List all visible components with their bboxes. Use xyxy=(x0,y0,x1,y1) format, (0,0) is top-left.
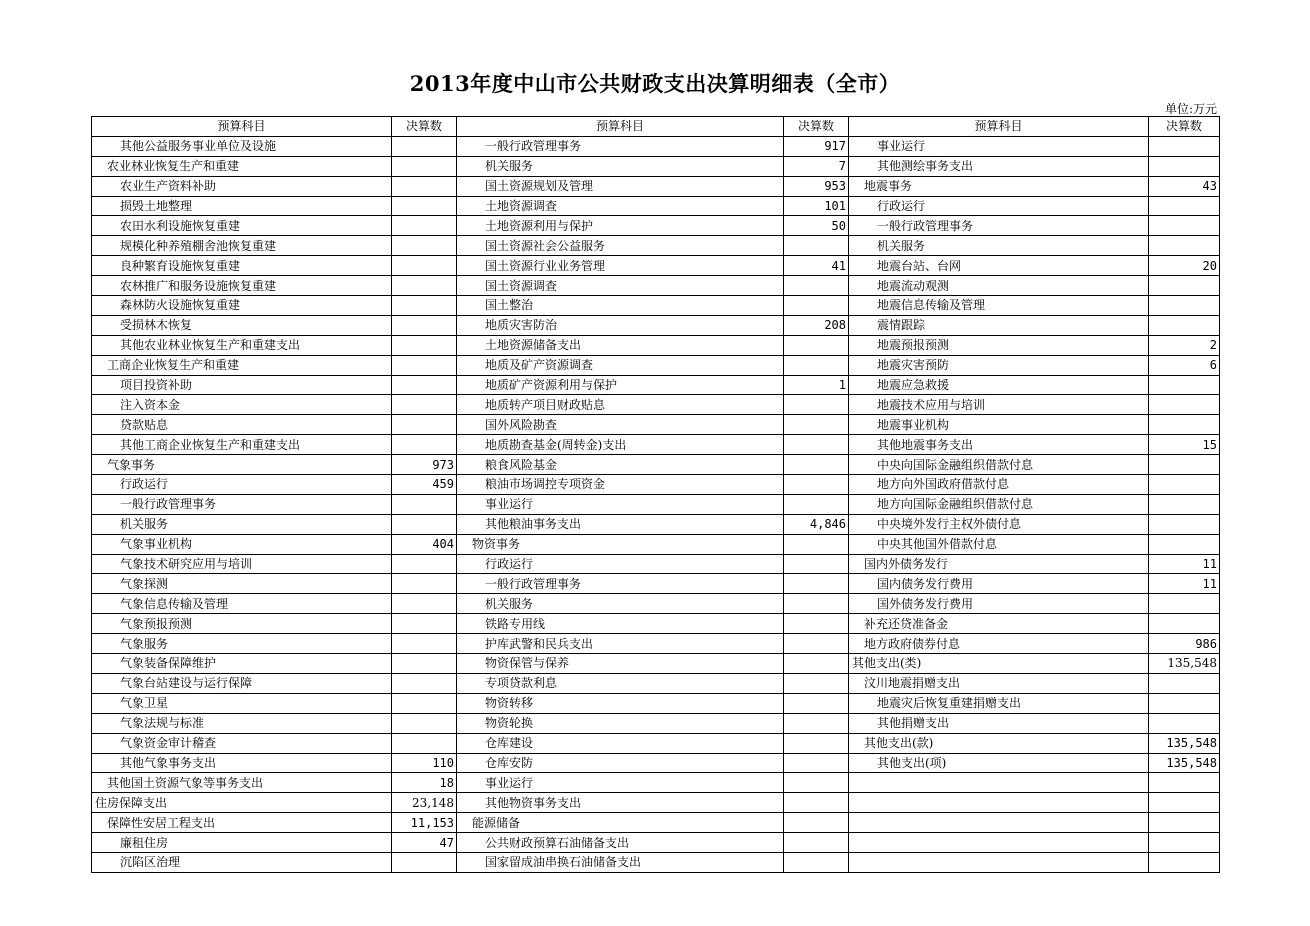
subject-cell: 中央境外发行主权外债付息 xyxy=(849,514,1149,534)
amount-cell: 986 xyxy=(1149,634,1220,654)
amount-cell xyxy=(784,276,849,296)
subject-cell: 一般行政管理事务 xyxy=(457,574,784,594)
table-row xyxy=(92,355,1220,375)
table-row xyxy=(92,435,1220,455)
amount-cell xyxy=(1149,136,1220,156)
amount-cell: 2 xyxy=(1149,335,1220,355)
subject-cell: 农田水利设施恢复重建 xyxy=(92,216,392,236)
amount-cell xyxy=(392,634,457,654)
amount-cell: 1 xyxy=(784,375,849,395)
amount-cell xyxy=(1149,614,1220,634)
header-amount: 决算数 xyxy=(1149,117,1220,137)
amount-cell xyxy=(392,335,457,355)
amount-cell xyxy=(392,554,457,574)
table-row xyxy=(92,296,1220,316)
amount-cell xyxy=(392,315,457,335)
subject-cell: 其他测绘事务支出 xyxy=(849,156,1149,176)
amount-cell: 4,846 xyxy=(784,514,849,534)
subject-cell: 中央向国际金融组织借款付息 xyxy=(849,455,1149,475)
amount-cell xyxy=(784,296,849,316)
subject-cell: 护库武警和民兵支出 xyxy=(457,634,784,654)
table-row xyxy=(92,514,1220,534)
subject-cell: 国外债务发行费用 xyxy=(849,594,1149,614)
table-row xyxy=(92,276,1220,296)
amount-cell: 47 xyxy=(392,833,457,853)
subject-cell: 地质勘查基金(周转金)支出 xyxy=(457,435,784,455)
subject-cell: 住房保障支出 xyxy=(92,793,392,813)
subject-cell: 气象服务 xyxy=(92,634,392,654)
subject-cell: 地震台站、台网 xyxy=(849,256,1149,276)
amount-cell xyxy=(392,494,457,514)
table-row xyxy=(92,216,1220,236)
subject-cell: 国土资源调查 xyxy=(457,276,784,296)
subject-cell: 汶川地震捐赠支出 xyxy=(849,673,1149,693)
table-row xyxy=(92,534,1220,554)
amount-cell: 110 xyxy=(392,753,457,773)
subject-cell: 注入资本金 xyxy=(92,395,392,415)
amount-cell xyxy=(392,852,457,872)
amount-cell: 135,548 xyxy=(1149,733,1220,753)
amount-cell xyxy=(1149,455,1220,475)
header-subject: 预算科目 xyxy=(849,117,1149,137)
amount-cell xyxy=(1149,276,1220,296)
amount-cell xyxy=(392,594,457,614)
table-body xyxy=(92,136,1220,872)
amount-cell xyxy=(1149,315,1220,335)
amount-cell xyxy=(1149,494,1220,514)
amount-cell xyxy=(392,196,457,216)
table-row xyxy=(92,136,1220,156)
table-row xyxy=(92,156,1220,176)
amount-cell xyxy=(1149,395,1220,415)
amount-cell xyxy=(1149,375,1220,395)
subject-cell: 行政运行 xyxy=(92,475,392,495)
subject-cell: 其他气象事务支出 xyxy=(92,753,392,773)
amount-cell xyxy=(1149,673,1220,693)
amount-cell xyxy=(392,216,457,236)
amount-cell xyxy=(1149,693,1220,713)
subject-cell: 其他支出(款) xyxy=(849,733,1149,753)
amount-cell xyxy=(784,793,849,813)
subject-cell: 事业运行 xyxy=(457,773,784,793)
amount-cell xyxy=(784,574,849,594)
subject-cell: 其他公益服务事业单位及设施 xyxy=(92,136,392,156)
table-row xyxy=(92,614,1220,634)
subject-cell xyxy=(849,833,1149,853)
subject-cell: 农业生产资料补助 xyxy=(92,176,392,196)
subject-cell: 损毁土地整理 xyxy=(92,196,392,216)
amount-cell: 135,548 xyxy=(1149,654,1220,674)
subject-cell: 气象卫星 xyxy=(92,693,392,713)
subject-cell: 气象信息传输及管理 xyxy=(92,594,392,614)
subject-cell: 气象台站建设与运行保障 xyxy=(92,673,392,693)
subject-cell: 行政运行 xyxy=(849,196,1149,216)
header-subject: 预算科目 xyxy=(457,117,784,137)
subject-cell: 机关服务 xyxy=(92,514,392,534)
amount-cell: 953 xyxy=(784,176,849,196)
subject-cell: 物资保管与保养 xyxy=(457,654,784,674)
subject-cell: 行政运行 xyxy=(457,554,784,574)
amount-cell xyxy=(784,236,849,256)
subject-cell: 气象法规与标准 xyxy=(92,713,392,733)
subject-cell: 国外风险勘查 xyxy=(457,415,784,435)
table-row xyxy=(92,753,1220,773)
amount-cell: 404 xyxy=(392,534,457,554)
amount-cell xyxy=(1149,852,1220,872)
amount-cell: 20 xyxy=(1149,256,1220,276)
amount-cell xyxy=(784,673,849,693)
table-row xyxy=(92,494,1220,514)
subject-cell: 农业林业恢复生产和重建 xyxy=(92,156,392,176)
amount-cell xyxy=(392,176,457,196)
table-row xyxy=(92,196,1220,216)
amount-cell xyxy=(1149,793,1220,813)
table-row xyxy=(92,793,1220,813)
subject-cell: 地方向国际金融组织借款付息 xyxy=(849,494,1149,514)
amount-cell xyxy=(1149,296,1220,316)
subject-cell: 其他地震事务支出 xyxy=(849,435,1149,455)
amount-cell xyxy=(784,594,849,614)
table-row xyxy=(92,634,1220,654)
table-row xyxy=(92,315,1220,335)
table-row xyxy=(92,395,1220,415)
table-header-row xyxy=(92,117,1220,137)
subject-cell: 地质矿产资源利用与保护 xyxy=(457,375,784,395)
amount-cell xyxy=(784,634,849,654)
subject-cell: 沉陷区治理 xyxy=(92,852,392,872)
amount-cell: 11 xyxy=(1149,554,1220,574)
amount-cell xyxy=(784,455,849,475)
amount-cell xyxy=(784,355,849,375)
subject-cell: 地质及矿产资源调查 xyxy=(457,355,784,375)
subject-cell: 一般行政管理事务 xyxy=(92,494,392,514)
amount-cell: 208 xyxy=(784,315,849,335)
amount-cell: 11,153 xyxy=(392,813,457,833)
amount-cell xyxy=(392,276,457,296)
amount-cell xyxy=(392,614,457,634)
amount-cell xyxy=(1149,475,1220,495)
amount-cell xyxy=(784,813,849,833)
amount-cell xyxy=(392,514,457,534)
amount-cell xyxy=(784,693,849,713)
subject-cell: 地震流动观测 xyxy=(849,276,1149,296)
amount-cell: 6 xyxy=(1149,355,1220,375)
subject-cell: 中央其他国外借款付息 xyxy=(849,534,1149,554)
amount-cell: 15 xyxy=(1149,435,1220,455)
subject-cell: 事业运行 xyxy=(457,494,784,514)
subject-cell: 地震灾后恢复重建捐赠支出 xyxy=(849,693,1149,713)
amount-cell xyxy=(392,415,457,435)
amount-cell xyxy=(392,355,457,375)
amount-cell xyxy=(1149,594,1220,614)
table-row xyxy=(92,256,1220,276)
table-row xyxy=(92,693,1220,713)
subject-cell: 地震信息传输及管理 xyxy=(849,296,1149,316)
subject-cell: 贷款贴息 xyxy=(92,415,392,435)
subject-cell: 一般行政管理事务 xyxy=(457,136,784,156)
table-row xyxy=(92,594,1220,614)
subject-cell: 地方向外国政府借款付息 xyxy=(849,475,1149,495)
amount-cell xyxy=(784,852,849,872)
subject-cell: 地震事务 xyxy=(849,176,1149,196)
amount-cell: 11 xyxy=(1149,574,1220,594)
table-row xyxy=(92,773,1220,793)
subject-cell: 其他工商企业恢复生产和重建支出 xyxy=(92,435,392,455)
subject-cell: 地震事业机构 xyxy=(849,415,1149,435)
amount-cell xyxy=(1149,813,1220,833)
amount-cell xyxy=(1149,773,1220,793)
amount-cell xyxy=(784,475,849,495)
amount-cell xyxy=(784,654,849,674)
table-row xyxy=(92,833,1220,853)
table-row xyxy=(92,654,1220,674)
subject-cell: 气象资金审计稽查 xyxy=(92,733,392,753)
amount-cell xyxy=(784,614,849,634)
amount-cell xyxy=(392,733,457,753)
subject-cell: 补充还贷准备金 xyxy=(849,614,1149,634)
amount-cell xyxy=(392,256,457,276)
amount-cell xyxy=(1149,156,1220,176)
subject-cell: 地震灾害预防 xyxy=(849,355,1149,375)
budget-table xyxy=(91,116,1220,873)
amount-cell xyxy=(392,136,457,156)
subject-cell: 国土整治 xyxy=(457,296,784,316)
subject-cell: 仓库安防 xyxy=(457,753,784,773)
subject-cell: 其他支出(项) xyxy=(849,753,1149,773)
amount-cell xyxy=(1149,196,1220,216)
subject-cell: 气象事务 xyxy=(92,455,392,475)
subject-cell: 国土资源规划及管理 xyxy=(457,176,784,196)
amount-cell: 459 xyxy=(392,475,457,495)
subject-cell: 气象装备保障维护 xyxy=(92,654,392,674)
subject-cell: 地震技术应用与培训 xyxy=(849,395,1149,415)
subject-cell: 廉租住房 xyxy=(92,833,392,853)
subject-cell: 粮油市场调控专项资金 xyxy=(457,475,784,495)
subject-cell: 其他支出(类) xyxy=(849,654,1149,674)
amount-cell xyxy=(392,156,457,176)
subject-cell: 机关服务 xyxy=(457,156,784,176)
amount-cell: 135,548 xyxy=(1149,753,1220,773)
subject-cell: 铁路专用线 xyxy=(457,614,784,634)
amount-cell xyxy=(784,753,849,773)
table-row xyxy=(92,335,1220,355)
subject-cell: 气象事业机构 xyxy=(92,534,392,554)
amount-cell xyxy=(1149,514,1220,534)
amount-cell xyxy=(392,296,457,316)
amount-cell xyxy=(784,833,849,853)
amount-cell xyxy=(784,534,849,554)
subject-cell: 国土资源社会公益服务 xyxy=(457,236,784,256)
amount-cell: 18 xyxy=(392,773,457,793)
amount-cell xyxy=(784,554,849,574)
subject-cell: 地质灾害防治 xyxy=(457,315,784,335)
subject-cell: 保障性安居工程支出 xyxy=(92,813,392,833)
subject-cell: 地质转产项目财政贴息 xyxy=(457,395,784,415)
subject-cell: 良种繁育设施恢复重建 xyxy=(92,256,392,276)
amount-cell xyxy=(1149,216,1220,236)
subject-cell: 国内债务发行费用 xyxy=(849,574,1149,594)
table-row xyxy=(92,475,1220,495)
table-row xyxy=(92,236,1220,256)
subject-cell xyxy=(849,813,1149,833)
amount-cell xyxy=(392,673,457,693)
subject-cell: 气象技术研究应用与培训 xyxy=(92,554,392,574)
amount-cell: 41 xyxy=(784,256,849,276)
amount-cell xyxy=(392,395,457,415)
subject-cell: 国内外债务发行 xyxy=(849,554,1149,574)
amount-cell xyxy=(784,494,849,514)
table-row xyxy=(92,813,1220,833)
amount-cell xyxy=(392,654,457,674)
subject-cell: 土地资源调查 xyxy=(457,196,784,216)
subject-cell: 专项贷款利息 xyxy=(457,673,784,693)
subject-cell: 工商企业恢复生产和重建 xyxy=(92,355,392,375)
table-row xyxy=(92,176,1220,196)
unit-label: 单位:万元 xyxy=(1164,102,1217,116)
subject-cell: 国家留成油串换石油储备支出 xyxy=(457,852,784,872)
amount-cell: 917 xyxy=(784,136,849,156)
subject-cell: 其他捐赠支出 xyxy=(849,713,1149,733)
subject-cell: 物资事务 xyxy=(457,534,784,554)
subject-cell: 仓库建设 xyxy=(457,733,784,753)
amount-cell xyxy=(784,435,849,455)
subject-cell: 事业运行 xyxy=(849,136,1149,156)
amount-cell: 43 xyxy=(1149,176,1220,196)
amount-cell xyxy=(784,395,849,415)
table-row xyxy=(92,733,1220,753)
subject-cell: 地方政府债券付息 xyxy=(849,634,1149,654)
subject-cell: 土地资源储备支出 xyxy=(457,335,784,355)
table-row xyxy=(92,574,1220,594)
subject-cell: 机关服务 xyxy=(457,594,784,614)
subject-cell: 一般行政管理事务 xyxy=(849,216,1149,236)
subject-cell: 地震应急救援 xyxy=(849,375,1149,395)
amount-cell xyxy=(392,375,457,395)
amount-cell xyxy=(392,693,457,713)
subject-cell xyxy=(849,852,1149,872)
amount-cell: 973 xyxy=(392,455,457,475)
subject-cell: 震情跟踪 xyxy=(849,315,1149,335)
table-row xyxy=(92,554,1220,574)
amount-cell xyxy=(784,733,849,753)
header-amount: 决算数 xyxy=(392,117,457,137)
subject-cell: 其他物资事务支出 xyxy=(457,793,784,813)
amount-cell xyxy=(392,713,457,733)
amount-cell: 23,148 xyxy=(392,793,457,813)
table-row xyxy=(92,455,1220,475)
subject-cell: 国土资源行业业务管理 xyxy=(457,256,784,276)
subject-cell: 项目投资补助 xyxy=(92,375,392,395)
subject-cell: 机关服务 xyxy=(849,236,1149,256)
table-row xyxy=(92,375,1220,395)
amount-cell xyxy=(784,713,849,733)
header-subject: 预算科目 xyxy=(92,117,392,137)
subject-cell: 气象探测 xyxy=(92,574,392,594)
subject-cell: 其他农业林业恢复生产和重建支出 xyxy=(92,335,392,355)
amount-cell xyxy=(1149,534,1220,554)
amount-cell xyxy=(784,335,849,355)
subject-cell: 能源储备 xyxy=(457,813,784,833)
subject-cell: 规模化种养殖棚舍池恢复重建 xyxy=(92,236,392,256)
subject-cell xyxy=(849,793,1149,813)
table-row xyxy=(92,713,1220,733)
amount-cell xyxy=(784,415,849,435)
subject-cell: 农林推广和服务设施恢复重建 xyxy=(92,276,392,296)
amount-cell xyxy=(392,435,457,455)
table-row xyxy=(92,852,1220,872)
amount-cell xyxy=(1149,833,1220,853)
subject-cell: 气象预报预测 xyxy=(92,614,392,634)
subject-cell: 受损林木恢复 xyxy=(92,315,392,335)
amount-cell xyxy=(392,574,457,594)
table-row xyxy=(92,673,1220,693)
subject-cell: 物资转移 xyxy=(457,693,784,713)
subject-cell: 森林防火设施恢复重建 xyxy=(92,296,392,316)
amount-cell: 7 xyxy=(784,156,849,176)
subject-cell: 物资轮换 xyxy=(457,713,784,733)
amount-cell: 50 xyxy=(784,216,849,236)
subject-cell: 粮食风险基金 xyxy=(457,455,784,475)
subject-cell: 地震预报预测 xyxy=(849,335,1149,355)
subject-cell: 公共财政预算石油储备支出 xyxy=(457,833,784,853)
subject-cell xyxy=(849,773,1149,793)
page-title: 2013年度中山市公共财政支出决算明细表（全市） xyxy=(409,71,901,96)
amount-cell xyxy=(392,236,457,256)
amount-cell xyxy=(1149,236,1220,256)
amount-cell xyxy=(1149,415,1220,435)
header-amount: 决算数 xyxy=(784,117,849,137)
amount-cell xyxy=(784,773,849,793)
table-row xyxy=(92,415,1220,435)
amount-cell xyxy=(1149,713,1220,733)
subject-cell: 其他国土资源气象等事务支出 xyxy=(92,773,392,793)
subject-cell: 土地资源利用与保护 xyxy=(457,216,784,236)
subject-cell: 其他粮油事务支出 xyxy=(457,514,784,534)
amount-cell: 101 xyxy=(784,196,849,216)
